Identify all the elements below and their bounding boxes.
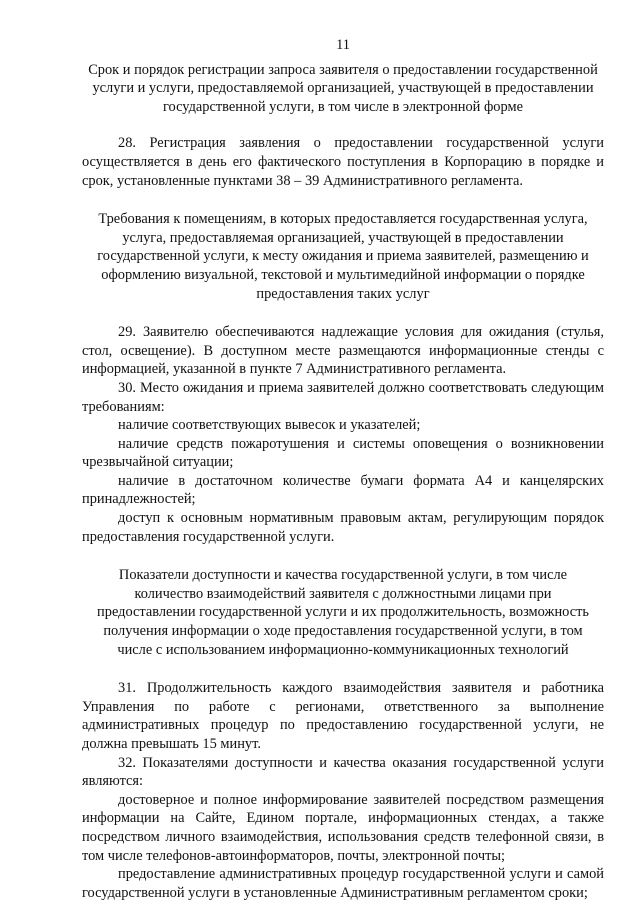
requirement-item: наличие в достаточном количестве бумаги формата А4 и канцелярских принадлежностей; [82, 472, 604, 508]
indicator-item: достоверное и полное информирование заявителей посредством размещения информации на Сайте, Едином портале, информационных стендах, а также посредством личного взаимодействия, использования средств телефонной связи, в том числе телефонов-автоинформаторов, почты, электронной почты; [82, 791, 604, 864]
paragraph-28: 28. Регистрация заявления о предоставлении государственной услуги осуществляется в день его фактического поступления в Корпорацию в порядке и срок, установленные пунктами 38 – 39 Административного регламента. [82, 135, 604, 189]
requirement-item: наличие соответствующих вывесок и указателей; [118, 417, 421, 434]
paragraph-32: 32. Показателями доступности и качества оказания государственной услуги являются: [82, 754, 604, 790]
indicator-item: предоставление административных процедур государственной услуги и самой государственной услуги в установленные Административным регламентом сроки; [82, 866, 604, 901]
page-number: 11 [336, 37, 350, 53]
paragraph-31: 31. Продолжительность каждого взаимодействия заявителя и работника Управления по работе с регионами, ответственного за выполнение административных процедур по предоставлению государственной услуги, не должна превышать 15 минут. [82, 680, 604, 752]
requirement-item: наличие средств пожаротушения и системы оповещения о возникновении чрезвычайной ситуации; [82, 435, 604, 471]
section-heading-quality-indicators: Показатели доступности и качества государственной услуги, в том числе количество взаимодействий заявителя с должностными лицами при предоставлении государственной услуги и их продолжительность, возможность получения информации о ходе предоставления государственной услуги, в том числе с использованием информационно-коммуникационных технологий [97, 567, 589, 658]
paragraph-30: 30. Место ожидания и приема заявителей должно соответствовать следующим требованиям: [82, 379, 604, 415]
requirement-item: доступ к основным нормативным правовым актам, регулирующим порядок предоставления государственной услуги. [82, 510, 604, 545]
section-heading-premises: Требования к помещениям, в которых предоставляется государственная услуга, услуга, предоставляемая организацией, участвующей в предоставлении государственной услуги, к месту ожидания и приема заявителей, размещению и оформлению визуальной, текстовой и мультимедийной информации о порядке предоставления таких услуг [97, 211, 589, 302]
section-heading-registration: Срок и порядок регистрации запроса заявителя о предоставлении государственной услуги и услуги, предоставляемой организацией, участвующей в предоставлении государственной услуги, в том числе в электронной форме [88, 61, 598, 115]
paragraph-29: 29. Заявителю обеспечиваются надлежащие условия для ожидания (стулья, стол, освещение). В доступном месте размещаются информационные стенды с информацией, указанной в пункте 7 Административного регламента. [82, 324, 604, 378]
